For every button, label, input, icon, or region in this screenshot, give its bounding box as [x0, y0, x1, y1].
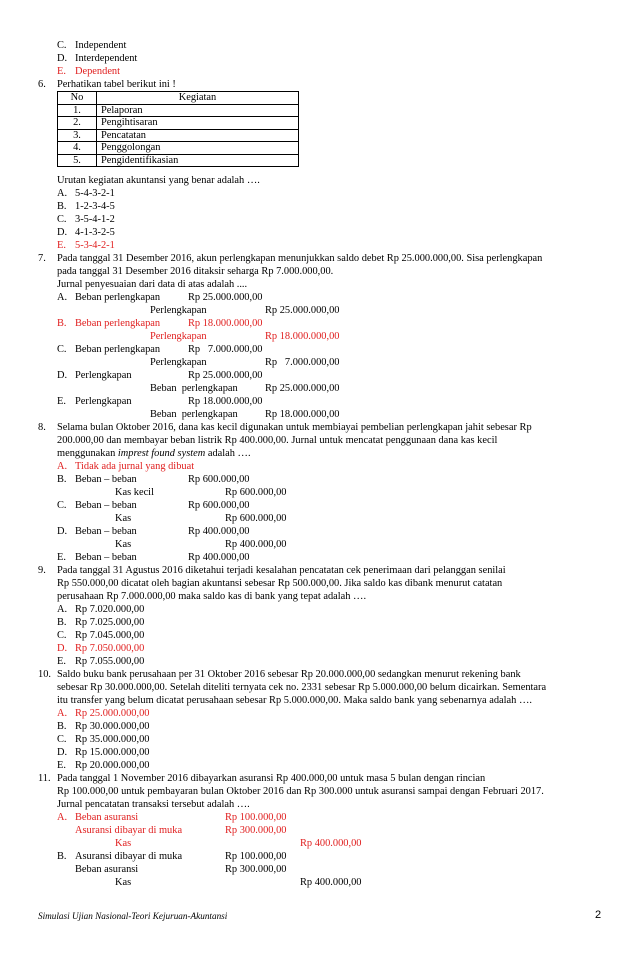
debit-amount: Rp 600.000,00: [188, 474, 250, 485]
stem-text: menggunakan: [57, 448, 118, 459]
option-letter: C.: [57, 214, 67, 225]
question-stem-line: Saldo buku bank perusahaan per 31 Oktober 2016 sebesar Rp 20.000.000,00 sedangkan menurut rekening bank: [57, 669, 521, 680]
question-number: 10.: [38, 669, 51, 680]
debit-account: Beban asuransi: [75, 812, 139, 823]
question-stem-line: 200.000,00 dan membayar beban listrik Rp 400.000,00. Jurnal untuk mencatat penggunaan dana kas kecil: [57, 435, 498, 446]
debit-account: Beban – beban: [75, 500, 137, 511]
question-stem-line: perusahaan Rp 7.000.000,00 maka saldo kas di bank yang tepat adalah ….: [57, 591, 367, 602]
debit-amount: Rp 100.000,00: [225, 812, 287, 823]
option-text: 1-2-3-4-5: [75, 201, 115, 212]
question-stem-line: sebesar Rp 30.000.000,00. Setelah diteliti ternyata cek no. 2331 sebesar Rp 5.000.000,00 belum dicairkan. Sementara: [57, 682, 547, 693]
table-cell: 4.: [58, 142, 97, 155]
credit-amount: Rp 18.000.000,00: [265, 331, 340, 342]
page-footer: Simulasi Ujian Nasional-Teori Kejuruan-Akuntansi: [38, 911, 228, 921]
option-letter: C.: [57, 630, 67, 641]
credit-amount: Rp 25.000.000,00: [265, 305, 340, 316]
credit-account: Perlengkapan: [150, 357, 207, 368]
question-stem-line: Pada tanggal 1 November 2016 dibayarkan asuransi Rp 400.000,00 untuk masa 5 bulan dengan rincian: [57, 773, 486, 784]
table-row: [58, 104, 299, 117]
option-letter: C.: [57, 734, 67, 745]
activity-table: [57, 91, 299, 167]
option-letter: D.: [57, 227, 68, 238]
option-text: Interdependent: [75, 53, 138, 64]
option-text: Rp 35.000.000,00: [75, 734, 150, 745]
page-number: 2: [595, 909, 602, 921]
debit-account: Asuransi dibayar di muka: [75, 851, 183, 862]
table-cell: 1.: [58, 104, 97, 117]
option-text: 5-4-3-2-1: [75, 188, 115, 199]
question-number: 6.: [38, 79, 46, 90]
question-text: Urutan kegiatan akuntansi yang benar adalah ….: [57, 175, 260, 186]
option-text: Independent: [75, 40, 127, 51]
option-letter-correct: E.: [57, 240, 66, 251]
debit-account: Beban – beban: [75, 526, 137, 537]
table-row: [58, 142, 299, 155]
credit-amount: Rp 25.000.000,00: [265, 383, 340, 394]
table-header: No: [58, 92, 97, 105]
option-text: Rp 7.020.000,00: [75, 604, 145, 615]
debit-amount: Rp 25.000.000,00: [188, 370, 263, 381]
option-letter-correct: A.: [57, 708, 68, 719]
credit-account: Kas kecil: [115, 487, 154, 498]
option-text-correct: Dependent: [75, 66, 121, 77]
option-text: Rp 7.045.000,00: [75, 630, 145, 641]
credit-amount: Rp 18.000.000,00: [265, 409, 340, 420]
option-text-correct: 5-3-4-2-1: [75, 240, 115, 251]
debit-amount: Rp 300.000,00: [225, 825, 287, 836]
option-letter: A.: [57, 188, 68, 199]
debit-amount: Rp 300.000,00: [225, 864, 287, 875]
debit-account: Beban asuransi: [75, 864, 139, 875]
debit-account: Beban perlengkapan: [75, 344, 161, 355]
question-number: 8.: [38, 422, 46, 433]
stem-italic-term: imprest found system: [117, 448, 206, 459]
question-stem: Perhatikan tabel berikut ini !: [57, 79, 176, 90]
credit-amount: Rp 600.000,00: [225, 487, 287, 498]
credit-account: Kas: [115, 513, 132, 524]
table-cell: Penggolongan: [97, 142, 299, 155]
option-text: Rp 20.000.000,00: [75, 760, 150, 771]
option-letter: B.: [57, 721, 67, 732]
credit-amount: Rp 400.000,00: [300, 838, 362, 849]
table-row: [58, 154, 299, 167]
credit-amount: Rp 600.000,00: [225, 513, 287, 524]
option-letter: E.: [57, 396, 66, 407]
question-number: 9.: [38, 565, 46, 576]
option-text-correct: Tidak ada jurnal yang dibuat: [75, 461, 195, 472]
table-cell: Pencatatan: [97, 129, 299, 142]
option-letter: E.: [57, 552, 66, 563]
credit-account: Kas: [115, 838, 132, 849]
table-cell: Pelaporan: [97, 104, 299, 117]
credit-amount: Rp 400.000,00: [225, 539, 287, 550]
table-cell: Pengihtisaran: [97, 117, 299, 130]
debit-amount: Rp 18.000.000,00: [188, 318, 263, 329]
option-letter-correct: A.: [57, 812, 68, 823]
option-letter: E.: [57, 760, 66, 771]
option-text: 3-5-4-1-2: [75, 214, 115, 225]
question-stem-line: Rp 100.000,00 untuk pembayaran bulan Oktober 2016 dan Rp 300.000 untuk asuransi sampai dengan Februari 2017.: [57, 786, 544, 797]
option-letter: D.: [57, 526, 68, 537]
option-text: Rp 7.055.000,00: [75, 656, 145, 667]
option-text: Rp 15.000.000,00: [75, 747, 150, 758]
table-cell: 3.: [58, 129, 97, 142]
debit-account: Beban perlengkapan: [75, 318, 161, 329]
credit-account: Perlengkapan: [150, 305, 207, 316]
debit-amount: Rp 400.000,00: [188, 526, 250, 537]
debit-amount: Rp 600.000,00: [188, 500, 250, 511]
credit-account: Kas: [115, 539, 132, 550]
option-letter: B.: [57, 474, 67, 485]
option-letter: D.: [57, 53, 68, 64]
question-stem-line: Pada tanggal 31 Desember 2016, akun perlengkapan menunjukkan saldo debet Rp 25.000.000,00. Sisa perlengkapan: [57, 253, 543, 264]
debit-account: Beban perlengkapan: [75, 292, 161, 303]
option-letter: C.: [57, 344, 67, 355]
debit-amount: Rp 25.000.000,00: [188, 292, 263, 303]
option-text: 4-1-3-2-5: [75, 227, 115, 238]
credit-account: Beban perlengkapan: [150, 383, 238, 394]
option-letter: A.: [57, 604, 68, 615]
debit-account: Asuransi dibayar di muka: [75, 825, 183, 836]
debit-amount: Rp 400.000,00: [188, 552, 250, 563]
option-text-correct: Rp 7.050.000,00: [75, 643, 145, 654]
table-cell: Pengidentifikasian: [97, 154, 299, 167]
option-text: Rp 30.000.000,00: [75, 721, 150, 732]
question-stem-line: Jurnal pencatatan transaksi tersebut adalah ….: [57, 799, 250, 810]
credit-account: Kas: [115, 877, 132, 888]
option-letter: C.: [57, 40, 67, 51]
debit-account: Beban – beban: [75, 552, 137, 563]
credit-amount: Rp 400.000,00: [300, 877, 362, 888]
question-stem-line: Selama bulan Oktober 2016, dana kas kecil digunakan untuk membiayai pembelian perlengkapan jahit sebesar Rp: [57, 422, 532, 433]
option-letter: B.: [57, 851, 67, 862]
table-header-row: [58, 92, 299, 105]
question-stem-line: [57, 447, 251, 460]
question-stem-line: Rp 550.000,00 dicatat oleh bagian akuntansi sebesar Rp 500.000,00. Jika saldo kas dibank menurut catatan: [57, 578, 503, 589]
option-letter: B.: [57, 201, 67, 212]
question-stem-line: pada tanggal 31 Desember 2016 ditaksir seharga Rp 7.000.000,00.: [57, 266, 334, 277]
table-header: Kegiatan: [97, 92, 299, 105]
credit-amount: Rp 7.000.000,00: [265, 357, 340, 368]
option-text-correct: Rp 25.000.000,00: [75, 708, 150, 719]
table-row: [58, 129, 299, 142]
debit-account: Perlengkapan: [75, 370, 132, 381]
option-letter-correct: D.: [57, 643, 68, 654]
option-letter: B.: [57, 617, 67, 628]
option-letter-correct: A.: [57, 461, 68, 472]
question-stem-line: Pada tanggal 31 Agustus 2016 diketahui terjadi kesalahan pencatatan cek penerimaan dari pelanggan senilai: [57, 565, 506, 576]
debit-amount: Rp 18.000.000,00: [188, 396, 263, 407]
option-letter: E.: [57, 656, 66, 667]
debit-account: Perlengkapan: [75, 396, 132, 407]
debit-amount: Rp 100.000,00: [225, 851, 287, 862]
option-letter: D.: [57, 747, 68, 758]
option-letter-correct: B.: [57, 318, 67, 329]
question-stem-line: Jurnal penyesuaian dari data di atas adalah ....: [57, 279, 248, 290]
option-letter: D.: [57, 370, 68, 381]
table-row: [58, 117, 299, 130]
option-letter: A.: [57, 292, 68, 303]
table-cell: 5.: [58, 154, 97, 167]
debit-account: Beban – beban: [75, 474, 137, 485]
option-letter-correct: E.: [57, 66, 66, 77]
option-text: Rp 7.025.000,00: [75, 617, 145, 628]
option-letter: C.: [57, 500, 67, 511]
stem-text: adalah ….: [205, 448, 251, 459]
question-stem-line: itu transfer yang belum dicatat perusahaan sebesar Rp 5.000.000,00. Maka saldo bank yang sebenarnya adalah ….: [57, 695, 532, 706]
table-cell: 2.: [58, 117, 97, 130]
credit-account: Perlengkapan: [150, 331, 207, 342]
debit-amount: Rp 7.000.000,00: [188, 344, 263, 355]
question-number: 7.: [38, 253, 46, 264]
credit-account: Beban perlengkapan: [150, 409, 238, 420]
question-number: 11.: [38, 773, 51, 784]
